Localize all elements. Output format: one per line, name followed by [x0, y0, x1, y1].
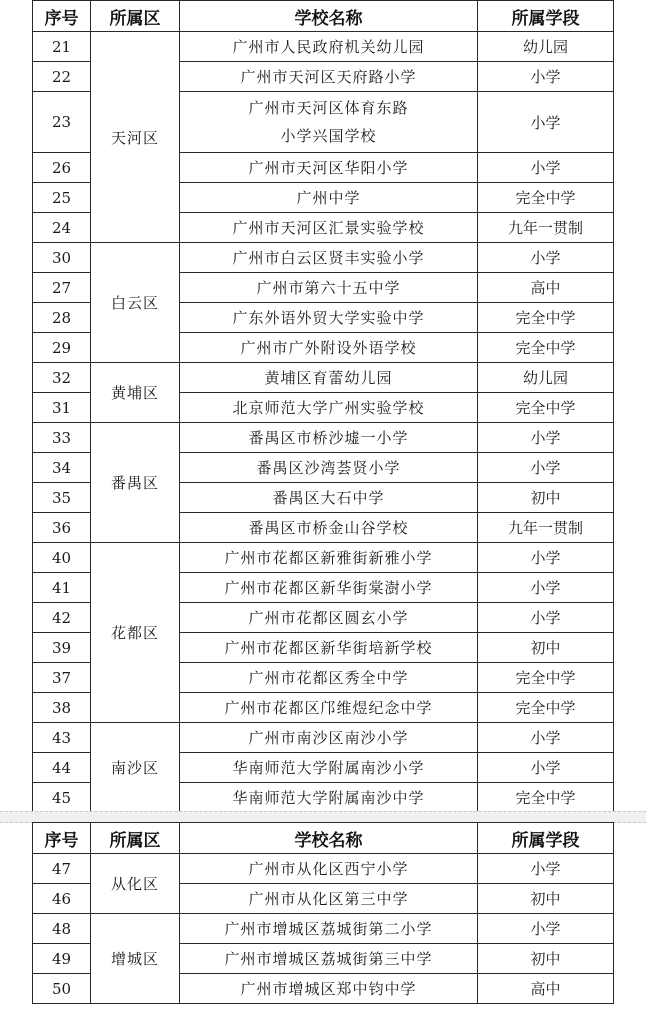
- stage-cell: 小学: [478, 243, 614, 273]
- school-cell: [180, 92, 478, 153]
- stage-cell: 小学: [478, 423, 614, 453]
- school-cell: 广州市花都区新雅街新雅小学: [180, 543, 478, 573]
- table-row: [33, 543, 614, 573]
- stage-cell: 九年一贯制: [478, 513, 614, 543]
- header-seq: 序号: [33, 823, 91, 854]
- stage-cell: 小学: [478, 914, 614, 944]
- header-stage: 所属学段: [478, 823, 614, 854]
- header-row: [33, 823, 614, 854]
- seq-cell: 28: [33, 303, 91, 333]
- seq-cell: 22: [33, 62, 91, 92]
- stage-cell: 完全中学: [478, 663, 614, 693]
- table-row: [33, 914, 614, 944]
- seq-cell: 27: [33, 273, 91, 303]
- table-row: [33, 363, 614, 393]
- table-row: [33, 854, 614, 884]
- stage-cell: 小学: [478, 753, 614, 783]
- seq-cell: 29: [33, 333, 91, 363]
- district-cell: 白云区: [91, 243, 180, 363]
- stage-cell: 初中: [478, 884, 614, 914]
- school-cell: 番禺区市桥沙墟一小学: [180, 423, 478, 453]
- stage-cell: 小学: [478, 62, 614, 92]
- stage-cell: 小学: [478, 723, 614, 753]
- seq-cell: 21: [33, 32, 91, 62]
- school-cell: 北京师范大学广州实验学校: [180, 393, 478, 423]
- school-cell: 广州市人民政府机关幼儿园: [180, 32, 478, 62]
- stage-cell: 初中: [478, 483, 614, 513]
- header-seq: 序号: [33, 1, 91, 32]
- school-cell: 广州市天河区天府路小学: [180, 62, 478, 92]
- seq-cell: 36: [33, 513, 91, 543]
- school-cell: 番禺区沙湾荟贤小学: [180, 453, 478, 483]
- school-cell: 华南师范大学附属南沙中学: [180, 783, 478, 813]
- district-cell: 花都区: [91, 543, 180, 723]
- stage-cell: 小学: [478, 854, 614, 884]
- header-school: 学校名称: [180, 1, 478, 32]
- seq-cell: 24: [33, 213, 91, 243]
- school-cell: 广州市花都区新华街培新学校: [180, 633, 478, 663]
- table-row: [33, 243, 614, 273]
- stage-cell: 九年一贯制: [478, 213, 614, 243]
- seq-cell: 41: [33, 573, 91, 603]
- seq-cell: 49: [33, 944, 91, 974]
- district-cell: 南沙区: [91, 723, 180, 813]
- school-line-1: 广州市天河区体育东路: [248, 99, 409, 117]
- stage-cell: 小学: [478, 543, 614, 573]
- school-cell: 华南师范大学附属南沙小学: [180, 753, 478, 783]
- school-cell: 广州市白云区贤丰实验小学: [180, 243, 478, 273]
- header-row: [33, 1, 614, 32]
- seq-cell: 23: [33, 92, 91, 153]
- school-cell: 广州市天河区华阳小学: [180, 153, 478, 183]
- stage-cell: 高中: [478, 273, 614, 303]
- school-cell: 番禺区市桥金山谷学校: [180, 513, 478, 543]
- seq-cell: 31: [33, 393, 91, 423]
- header-stage: 所属学段: [478, 1, 614, 32]
- stage-cell: 初中: [478, 944, 614, 974]
- school-cell: 广州市从化区第三中学: [180, 884, 478, 914]
- table-row: [33, 723, 614, 753]
- school-cell: 广州市增城区荔城街第二小学: [180, 914, 478, 944]
- stage-cell: 完全中学: [478, 393, 614, 423]
- school-cell: 广州市天河区汇景实验学校: [180, 213, 478, 243]
- seq-cell: 38: [33, 693, 91, 723]
- school-cell: 广州市南沙区南沙小学: [180, 723, 478, 753]
- seq-cell: 42: [33, 603, 91, 633]
- header-district: 所属区: [91, 1, 180, 32]
- seq-cell: 48: [33, 914, 91, 944]
- seq-cell: 44: [33, 753, 91, 783]
- school-cell: 黄埔区育蕾幼儿园: [180, 363, 478, 393]
- seq-cell: 30: [33, 243, 91, 273]
- seq-cell: 39: [33, 633, 91, 663]
- stage-cell: 小学: [478, 153, 614, 183]
- stage-cell: 完全中学: [478, 183, 614, 213]
- seq-cell: 32: [33, 363, 91, 393]
- school-cell: 广州市花都区秀全中学: [180, 663, 478, 693]
- district-cell: 番禺区: [91, 423, 180, 543]
- school-line-2: 小学兴国学校: [280, 127, 377, 145]
- seq-cell: 37: [33, 663, 91, 693]
- school-cell: 广州市从化区西宁小学: [180, 854, 478, 884]
- school-cell: 番禺区大石中学: [180, 483, 478, 513]
- school-table-page-2: [32, 822, 614, 1004]
- school-cell: 广东外语外贸大学实验中学: [180, 303, 478, 333]
- district-cell: 从化区: [91, 854, 180, 914]
- school-cell: 广州市花都区邝维煜纪念中学: [180, 693, 478, 723]
- seq-cell: 33: [33, 423, 91, 453]
- stage-cell: 小学: [478, 453, 614, 483]
- stage-cell: 完全中学: [478, 783, 614, 813]
- school-cell: 广州市广外附设外语学校: [180, 333, 478, 363]
- stage-cell: 小学: [478, 603, 614, 633]
- school-table-page-1: [32, 0, 614, 813]
- stage-cell: 高中: [478, 974, 614, 1004]
- school-cell: 广州市第六十五中学: [180, 273, 478, 303]
- school-cell: 广州市花都区圆玄小学: [180, 603, 478, 633]
- table-row: [33, 32, 614, 62]
- stage-cell: 完全中学: [478, 303, 614, 333]
- seq-cell: 40: [33, 543, 91, 573]
- seq-cell: 43: [33, 723, 91, 753]
- seq-cell: 34: [33, 453, 91, 483]
- school-cell: 广州中学: [180, 183, 478, 213]
- seq-cell: 46: [33, 884, 91, 914]
- seq-cell: 45: [33, 783, 91, 813]
- school-cell: 广州市增城区荔城街第三中学: [180, 944, 478, 974]
- stage-cell: 完全中学: [478, 333, 614, 363]
- stage-cell: 小学: [478, 92, 614, 153]
- seq-cell: 26: [33, 153, 91, 183]
- school-cell: 广州市花都区新华街棠澍小学: [180, 573, 478, 603]
- header-district: 所属区: [91, 823, 180, 854]
- seq-cell: 35: [33, 483, 91, 513]
- stage-cell: 小学: [478, 573, 614, 603]
- seq-cell: 47: [33, 854, 91, 884]
- district-cell: 天河区: [91, 32, 180, 243]
- district-cell: 增城区: [91, 914, 180, 1004]
- school-cell: 广州市增城区郑中钧中学: [180, 974, 478, 1004]
- header-school: 学校名称: [180, 823, 478, 854]
- stage-cell: 初中: [478, 633, 614, 663]
- stage-cell: 完全中学: [478, 693, 614, 723]
- district-cell: 黄埔区: [91, 363, 180, 423]
- stage-cell: 幼儿园: [478, 32, 614, 62]
- seq-cell: 25: [33, 183, 91, 213]
- table-row: [33, 423, 614, 453]
- seq-cell: 50: [33, 974, 91, 1004]
- stage-cell: 幼儿园: [478, 363, 614, 393]
